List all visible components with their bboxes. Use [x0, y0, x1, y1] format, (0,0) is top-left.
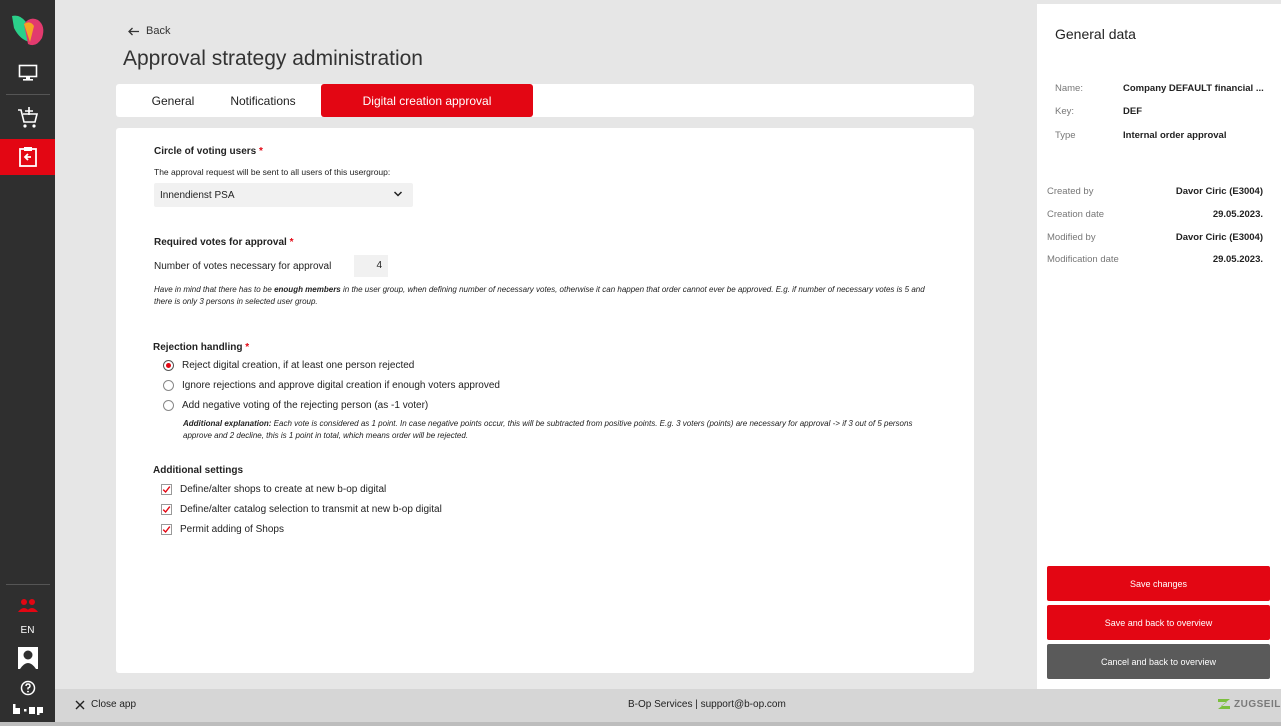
- votes-note-part1: Have in mind that there has to be: [154, 285, 275, 294]
- meta-key: Modification date: [1047, 254, 1119, 265]
- circle-title-text: Circle of voting users: [154, 146, 257, 157]
- rejection-option-reject[interactable]: [163, 360, 414, 371]
- field-value-name: Company DEFAULT financial ...: [1123, 83, 1264, 94]
- field-key: Name:: [1055, 83, 1083, 94]
- usergroup-select-value: Innendienst PSA: [160, 189, 235, 201]
- meta-value-modified-by: Davor Ciric (E3004): [1175, 232, 1263, 243]
- page-title: Approval strategy administration: [123, 47, 423, 70]
- votes-note-part2: in the user group, when defining number of necessary votes, otherwise it can happen that order cannot ever be approved. E.g. if number of necessary votes is 5 and there is only 3 persons in selected user group.: [154, 285, 925, 306]
- close-icon: [75, 700, 85, 710]
- rejection-option-label: Add negative voting of the rejecting person (as -1 voter): [182, 400, 429, 411]
- field-value-key: DEF: [1123, 106, 1142, 117]
- zugseil-logo-icon: [1217, 698, 1231, 710]
- field-key: Key:: [1055, 106, 1075, 117]
- meta-key: Created by: [1047, 186, 1094, 197]
- setting-define-catalog[interactable]: [161, 504, 442, 515]
- meta-key: Modified by: [1047, 232, 1096, 243]
- footer-bar: [55, 689, 1281, 722]
- users-group-icon[interactable]: [0, 590, 55, 620]
- language-switch[interactable]: EN: [20, 625, 35, 636]
- brand-logo: [1217, 698, 1281, 710]
- rail-divider: [6, 584, 50, 585]
- setting-label: Permit adding of Shops: [180, 524, 284, 535]
- arrow-left-icon: [128, 27, 140, 36]
- brand-name: ZUGSEIL: [1234, 698, 1281, 710]
- general-data-title: General data: [1055, 26, 1136, 42]
- votes-section-title: [154, 237, 294, 248]
- setting-label: Define/alter catalog selection to transmit at new b-op digital: [180, 504, 442, 515]
- close-app-label: Close app: [91, 699, 137, 710]
- setting-label: Define/alter shops to create at new b-op digital: [180, 484, 387, 495]
- votes-note: [154, 284, 944, 308]
- radio-unselected[interactable]: [163, 400, 174, 411]
- close-app-button[interactable]: [75, 699, 136, 710]
- field-key: Type: [1055, 130, 1076, 141]
- field-value-type: Internal order approval: [1123, 130, 1227, 141]
- rejection-option-negative[interactable]: [163, 400, 428, 411]
- rejection-title-text: Rejection handling: [153, 342, 243, 353]
- radio-unselected[interactable]: [163, 380, 174, 391]
- rejection-section-title: [153, 342, 249, 353]
- votes-note-bold: enough members: [274, 285, 341, 294]
- tab-bar: [116, 84, 974, 117]
- meta-value-creation-date: 29.05.2023.: [1212, 209, 1263, 220]
- left-nav-rail: [0, 0, 55, 726]
- votes-title-text: Required votes for approval: [154, 237, 287, 248]
- monitor-icon[interactable]: [0, 55, 55, 91]
- footer-support-text: B-Op Services | support@b-op.com: [628, 699, 786, 710]
- back-link[interactable]: [128, 25, 170, 37]
- user-avatar-icon[interactable]: [0, 642, 55, 674]
- required-mark: *: [259, 146, 263, 157]
- chevron-down-icon: [393, 190, 403, 198]
- votes-count-input[interactable]: 4: [354, 255, 388, 277]
- save-changes-button[interactable]: Save changes: [1047, 566, 1270, 601]
- meta-key: Creation date: [1047, 209, 1105, 220]
- tab-digital-creation-approval[interactable]: Digital creation approval: [321, 84, 533, 117]
- meta-value-modification-date: 29.05.2023.: [1212, 254, 1263, 265]
- checkbox-checked[interactable]: [161, 484, 172, 495]
- help-icon[interactable]: [0, 676, 55, 700]
- meta-value-created-by: Davor Ciric (E3004): [1175, 186, 1263, 197]
- circle-section-title: [154, 146, 263, 157]
- checkbox-checked[interactable]: [161, 524, 172, 535]
- setting-permit-adding-shops[interactable]: [161, 524, 284, 535]
- rejection-option-label: Ignore rejections and approve digital creation if enough voters approved: [182, 380, 500, 391]
- rail-divider: [6, 94, 50, 95]
- checkbox-checked[interactable]: [161, 504, 172, 515]
- rejection-option-ignore[interactable]: [163, 380, 500, 391]
- rejection-explanation: [183, 418, 943, 442]
- required-mark: *: [289, 237, 294, 248]
- votes-count-label: Number of votes necessary for approval: [154, 261, 332, 272]
- usergroup-select[interactable]: [154, 183, 413, 207]
- check-icon: [162, 485, 171, 494]
- required-mark: *: [245, 342, 250, 353]
- bop-logo-icon: [0, 698, 55, 720]
- general-data-panel: [1037, 4, 1281, 689]
- explanation-label: Additional explanation:: [183, 419, 272, 428]
- app-logo-icon[interactable]: [10, 12, 46, 48]
- cancel-and-back-button[interactable]: Cancel and back to overview: [1047, 644, 1270, 679]
- approval-clipboard-icon[interactable]: [0, 139, 55, 175]
- tab-general[interactable]: General: [151, 93, 195, 108]
- radio-selected[interactable]: [163, 360, 174, 371]
- setting-define-shops[interactable]: [161, 484, 386, 495]
- check-icon: [162, 505, 171, 514]
- approval-settings-card: [116, 128, 974, 673]
- explanation-text: Each vote is considered as 1 point. In case negative points occur, this will be subtracted from positive points. E.g. 3 voters (points) are necessary for approval -> if 3 out of 5 persons approve and 2 decline, this is 1 point in total, which means order will be rejected.: [183, 419, 913, 440]
- tab-notifications[interactable]: Notifications: [230, 93, 296, 108]
- save-and-back-button[interactable]: Save and back to overview: [1047, 605, 1270, 640]
- circle-description: The approval request will be sent to all users of this usergroup:: [154, 167, 391, 177]
- check-icon: [162, 525, 171, 534]
- cart-add-icon[interactable]: [0, 100, 55, 136]
- additional-section-title: Additional settings: [153, 465, 243, 476]
- bottom-strip: [0, 722, 1281, 726]
- back-label: Back: [146, 25, 171, 37]
- rejection-option-label: Reject digital creation, if at least one person rejected: [182, 360, 415, 371]
